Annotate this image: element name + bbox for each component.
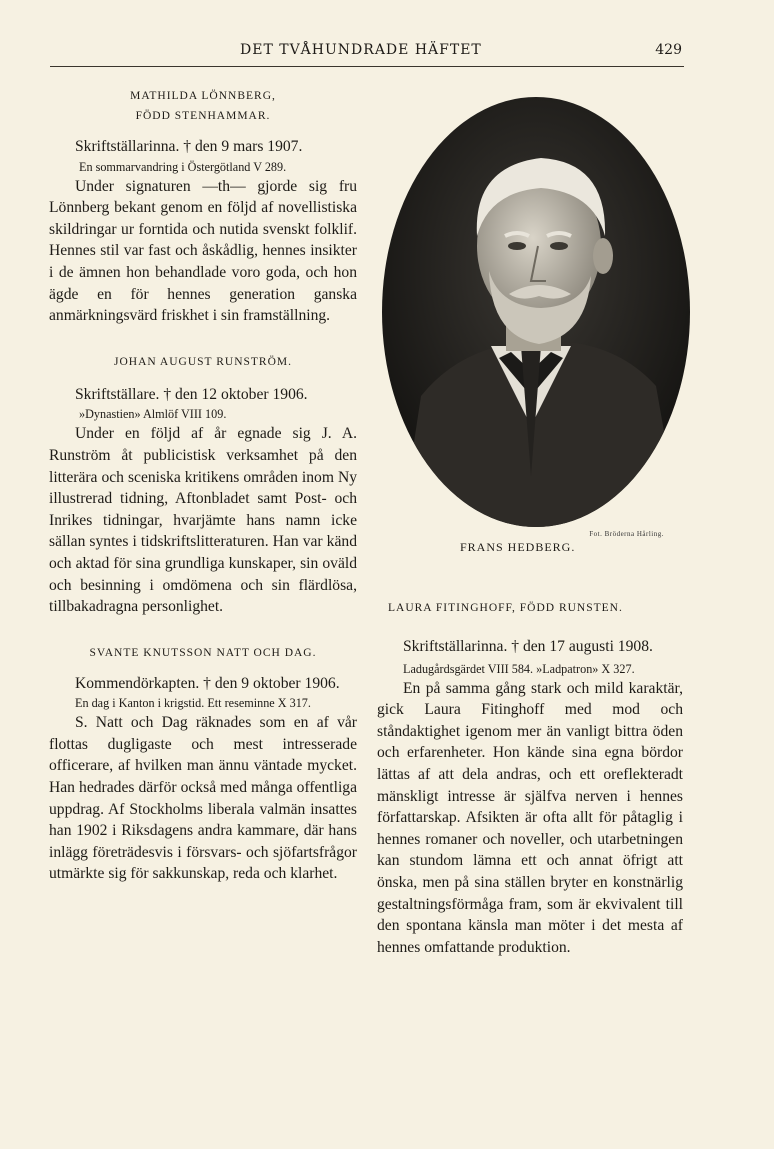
portrait-caption: FRANS HEDBERG. [460, 540, 576, 554]
page-number: 429 [655, 42, 682, 58]
entry-lonnberg [49, 86, 357, 327]
entry-role-date: Skriftställare. † den 12 oktober 1906. [75, 385, 308, 403]
page-header [50, 38, 684, 67]
entry-name-line2: FÖDD STENHAMMAR. [135, 110, 271, 122]
entry-reference: En dag i Kanton i krigstid. Ett reseminne X 317. [75, 696, 311, 711]
portrait-image [381, 96, 691, 528]
running-title: DET TVÅHUNDRADE HÄFTET [240, 42, 482, 58]
entry-role-date: Skriftställarinna. † den 9 mars 1907. [75, 138, 303, 155]
entry-text: S. Natt och Dag räknades som en af vår flottas dugligaste och mest intresserade officerare, af hvilken man ännu väntade mycket. Han hedrades därför också med många offentliga uppdrag. Af Stockholms liberala valmän insattes han 1902 i Riksdagens andra kammare, där hans inlägg företrädesvis i försvars- och sjöfartsfrågor utmärkte sig för sakkunskap, reda och klarhet. [49, 714, 357, 883]
entry-fitinghoff [377, 636, 683, 958]
entry-name: SVANTE KNUTSSON NATT OCH DAG. [89, 646, 317, 659]
entry-role-date: Skriftställarinna. † den 17 augusti 1908. [403, 638, 653, 655]
photo-credit: Fot. Bröderna Hårling. [589, 530, 664, 538]
entry-role-date: Kommendörkapten. † den 9 oktober 1906. [75, 674, 340, 692]
entry-reference: En sommarvandring i Östergötland V 289. [79, 159, 287, 174]
entry-name: LAURA FITINGHOFF, FÖDD RUNSTEN. [388, 602, 623, 614]
entry-runstrom [49, 352, 357, 618]
entry-text: Under en följd af år egnade sig J. A. Runström åt publicistisk verksamhet på den litterära och sceniska kritikens områden inom Ny illustrerad tidning, Aftonbladet samt Post- och Inrikes tidningar, hvarjämte hans namn icke sällan syntes i tidskriftslitteraturen. Han var känd och aktad för sina grundliga kunskaper, sin oväld och besinning i omdömena och sin flärdlösa, tillbakadragna personlighet. [49, 425, 357, 616]
portrait-photo [381, 96, 691, 528]
entry-name: JOHAN AUGUST RUNSTRÖM. [113, 355, 293, 368]
entry-name: MATHILDA LÖNNBERG, [130, 90, 276, 102]
entry-natt-och-dag [49, 643, 357, 885]
left-column [49, 86, 357, 885]
entry-reference: Ladugårdsgärdet VIII 584. »Ladpatron» X 327. [403, 661, 635, 676]
entry-reference: »Dynastien» Almlöf VIII 109. [79, 407, 227, 422]
entry-text: Under signaturen —th— gjorde sig fru Lönnberg bekant genom en följd af novellistiska skildringar ur forntida och nutida svenskt folklif. Hennes stil var fast och åskådlig, hennes insikter i de ämnen hon behandlade voro goda, och hon ägde en för hennes generation ganska anmärkningsvärd friskhet i sin framställning. [49, 177, 357, 325]
entry-text: En på samma gång stark och mild karaktär, gick Laura Fitinghoff med mod och ståndaktighet igenom mer än vanligt bittra öden och erfarenheter. Hon kände sina egna bördor lättas af att dela andras, och ett oreflekteradt mänskligt intresse är själfva nerven i hennes författarskap. Afsikten är ofta allt för påtaglig i hennes romaner och noveller, och utarbetningen kan stundom lämna ett och annat öfrigt att önska, men på sina ställen bryter en konstnärlig gestaltningsförmåga fram, som är ekvivalent till den spontana känsla man möter i det mesta af hennes omfattande produktion. [377, 679, 683, 956]
